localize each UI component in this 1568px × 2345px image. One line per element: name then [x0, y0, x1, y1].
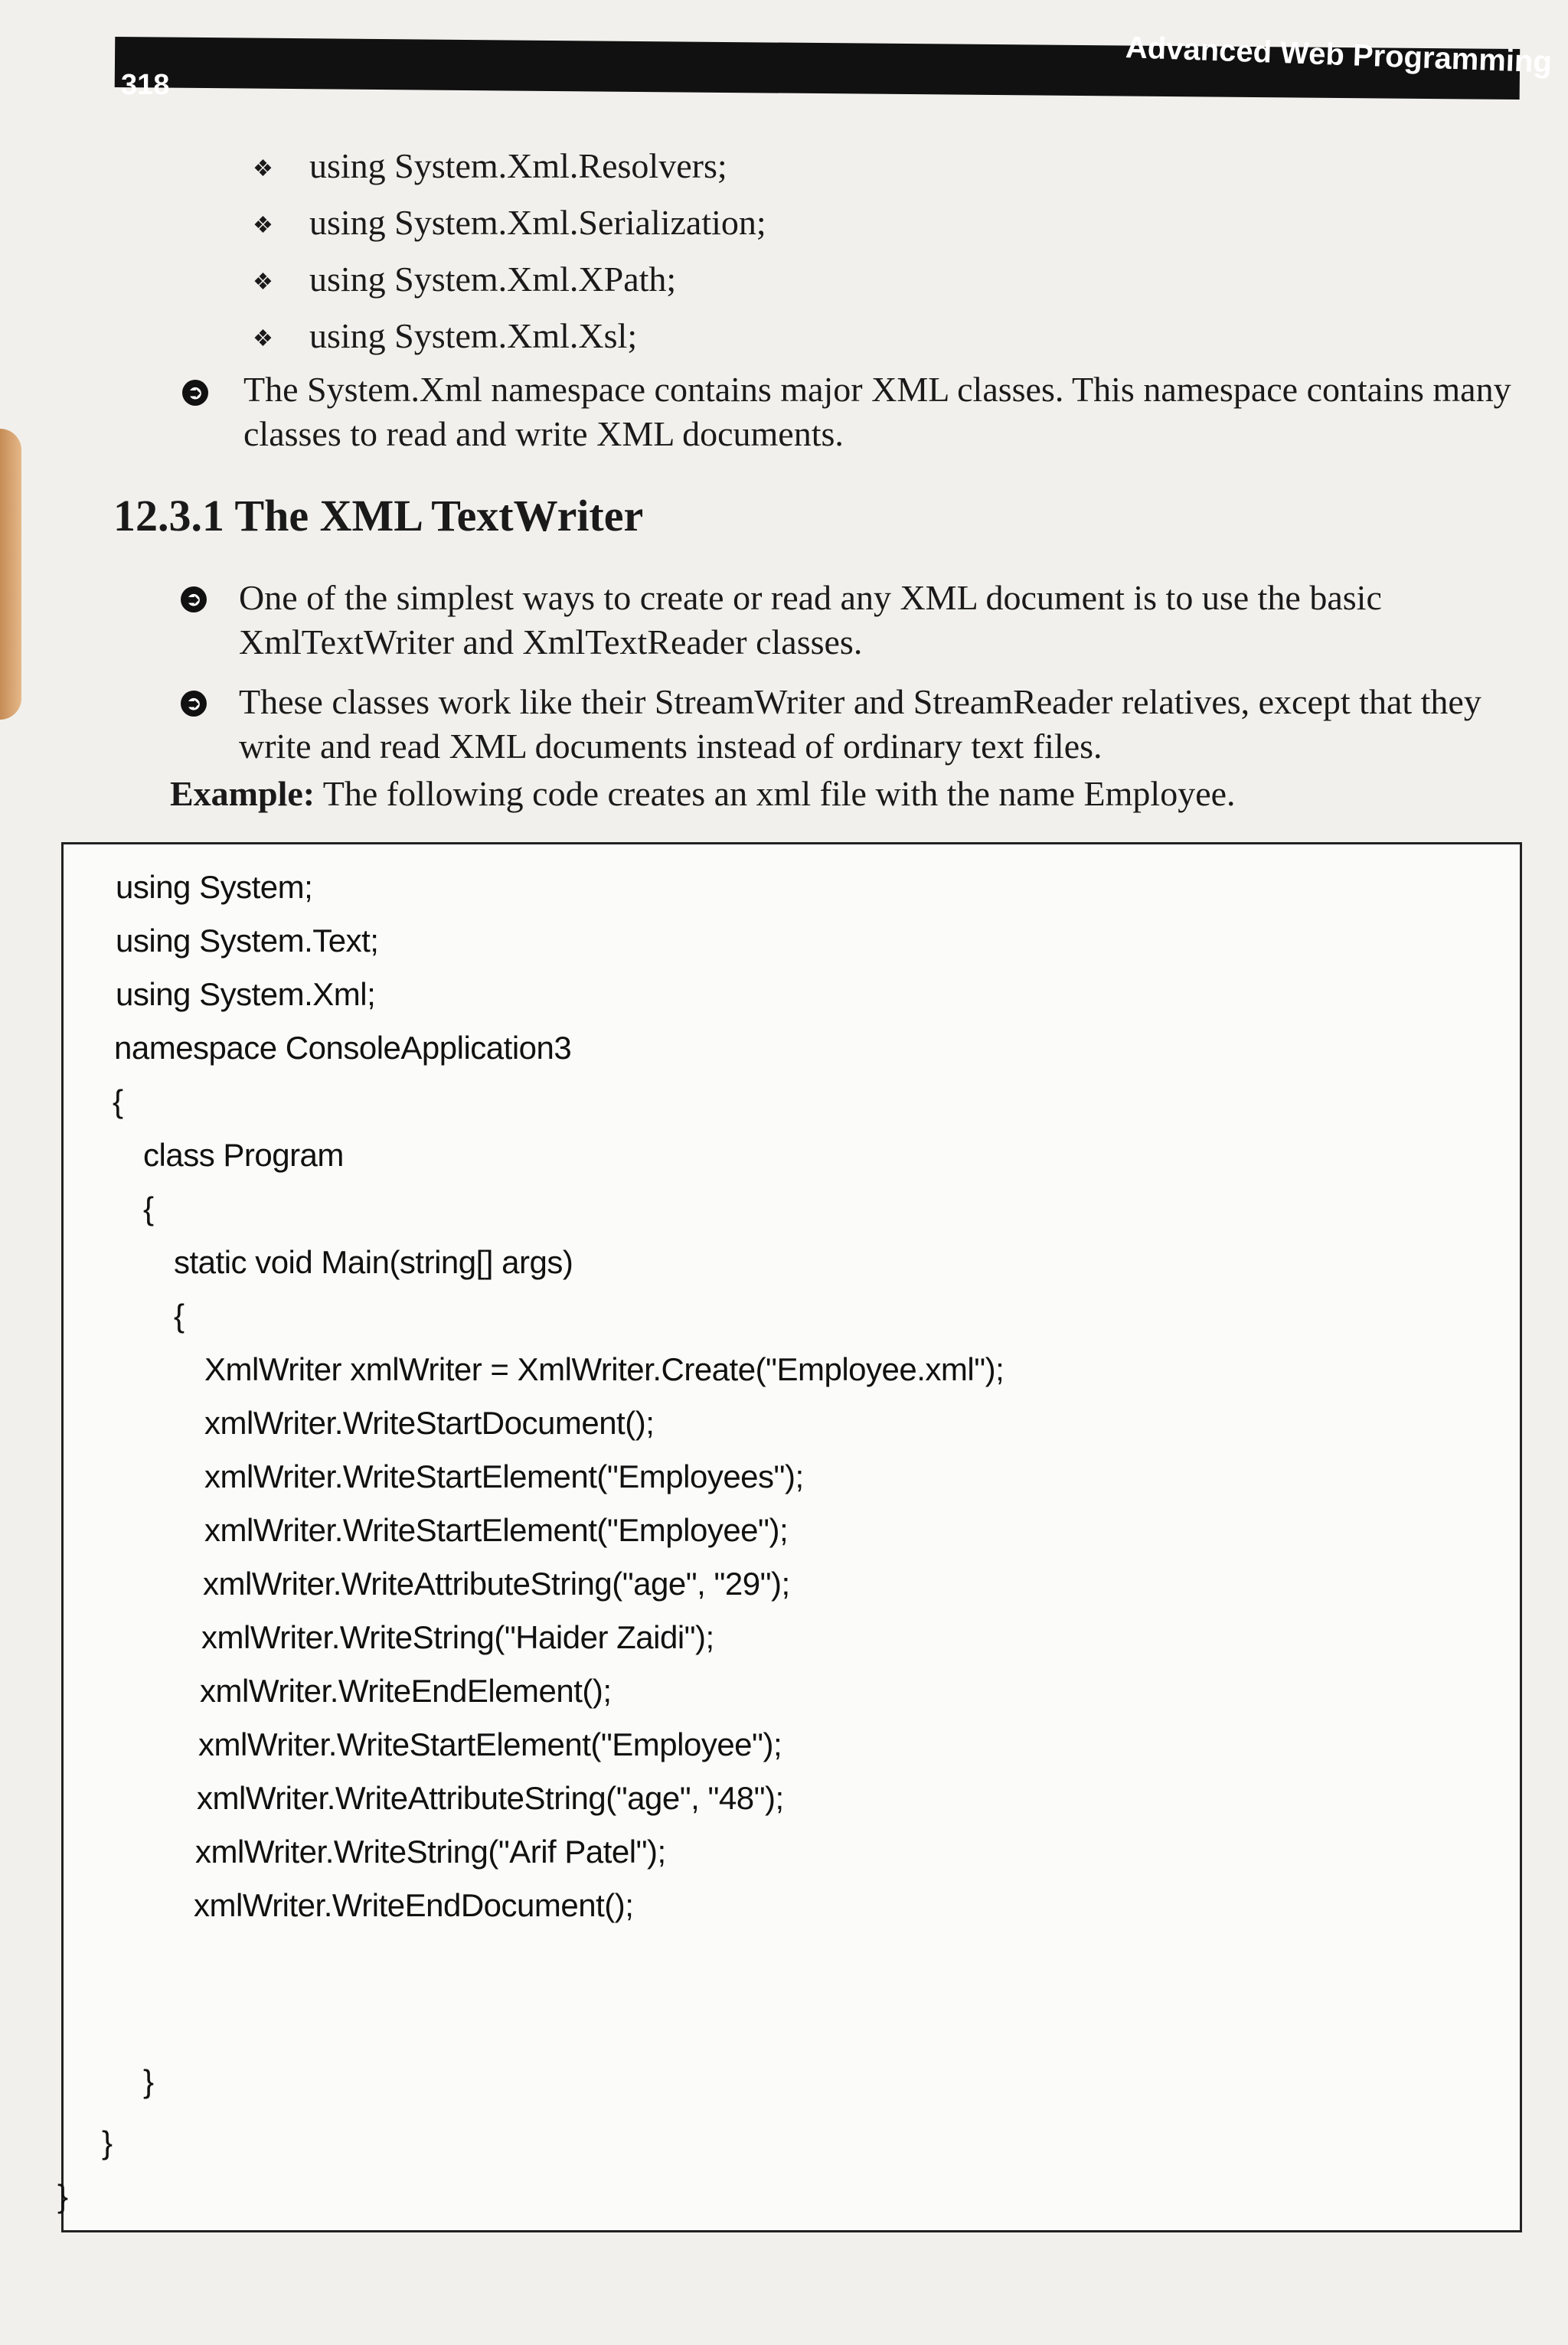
code-line: static void Main(string[] args) — [174, 1244, 573, 1280]
code-line: using System; — [116, 869, 313, 905]
code-line: xmlWriter.WriteEndDocument(); — [194, 1887, 634, 1923]
arrow-bullet-icon: ➲ — [182, 380, 208, 406]
classes-line-1: These classes work like their StreamWriter and StreamReader relatives, except that they — [239, 682, 1481, 721]
code-line: xmlWriter.WriteStartDocument(); — [204, 1405, 655, 1441]
code-line: using System.Xml; — [116, 976, 376, 1012]
running-title: Advanced Web Programming — [1125, 31, 1553, 80]
code-line: } — [102, 2125, 113, 2160]
example-text: The following code creates an xml file with the name Employee. — [315, 774, 1236, 813]
code-line: xmlWriter.WriteStartElement("Employee"); — [204, 1512, 789, 1548]
code-line: xmlWriter.WriteString("Haider Zaidi"); — [201, 1619, 714, 1655]
list-item: ❖ using System.Xml.Xsl; — [253, 308, 766, 364]
code-line: namespace ConsoleApplication3 — [114, 1030, 572, 1066]
diamond-bullet-icon: ❖ — [253, 156, 273, 182]
section-heading: 12.3.1 The XML TextWriter — [113, 491, 644, 541]
code-line: } — [57, 2178, 68, 2214]
code-line: } — [143, 2063, 154, 2099]
namespace-line-2: classes to read and write XML documents. — [243, 414, 844, 453]
code-line: { — [143, 1190, 154, 1226]
example-label: Example: — [170, 774, 315, 813]
page-number: 318 — [121, 69, 170, 101]
finger-shadow — [0, 429, 21, 720]
diamond-bullet-icon: ❖ — [253, 326, 273, 352]
code-line: xmlWriter.WriteStartElement("Employee"); — [198, 1726, 782, 1762]
code-line: xmlWriter.WriteAttributeString("age", "29"); — [203, 1566, 790, 1602]
code-line: class Program — [143, 1137, 344, 1173]
code-line: xmlWriter.WriteEndElement(); — [200, 1673, 612, 1709]
code-line: { — [113, 1083, 123, 1119]
simplest-line-1: One of the simplest ways to create or read any XML document is to use the basic — [239, 578, 1382, 617]
code-line: xmlWriter.WriteString("Arif Patel"); — [195, 1834, 666, 1870]
namespace-line-1: The System.Xml namespace contains major XML classes. This namespace contains many — [243, 370, 1511, 409]
diamond-bullet-icon: ❖ — [253, 213, 273, 239]
code-line: XmlWriter xmlWriter = XmlWriter.Create("Employee.xml"); — [204, 1351, 1004, 1387]
list-item: ❖ using System.Xml.XPath; — [253, 251, 766, 308]
simplest-line-2: XmlTextWriter and XmlTextReader classes. — [239, 622, 863, 661]
arrow-bullet-icon: ➲ — [181, 586, 207, 612]
list-item: ❖ using System.Xml.Resolvers; — [253, 138, 766, 194]
arrow-bullet-icon: ➲ — [181, 691, 207, 717]
code-line: xmlWriter.WriteStartElement("Employees"); — [204, 1458, 804, 1494]
code-line: xmlWriter.WriteAttributeString("age", "48"); — [197, 1780, 784, 1816]
list-item: ❖ using System.Xml.Serialization; — [253, 194, 766, 251]
code-line: { — [174, 1298, 185, 1334]
classes-line-2: write and read XML documents instead of ordinary text files. — [239, 727, 1102, 766]
example-line — [170, 773, 1236, 814]
code-box — [57, 842, 1522, 2232]
diamond-bullet-icon: ❖ — [253, 269, 273, 296]
code-line: using System.Text; — [116, 923, 379, 959]
using-list — [253, 138, 766, 364]
